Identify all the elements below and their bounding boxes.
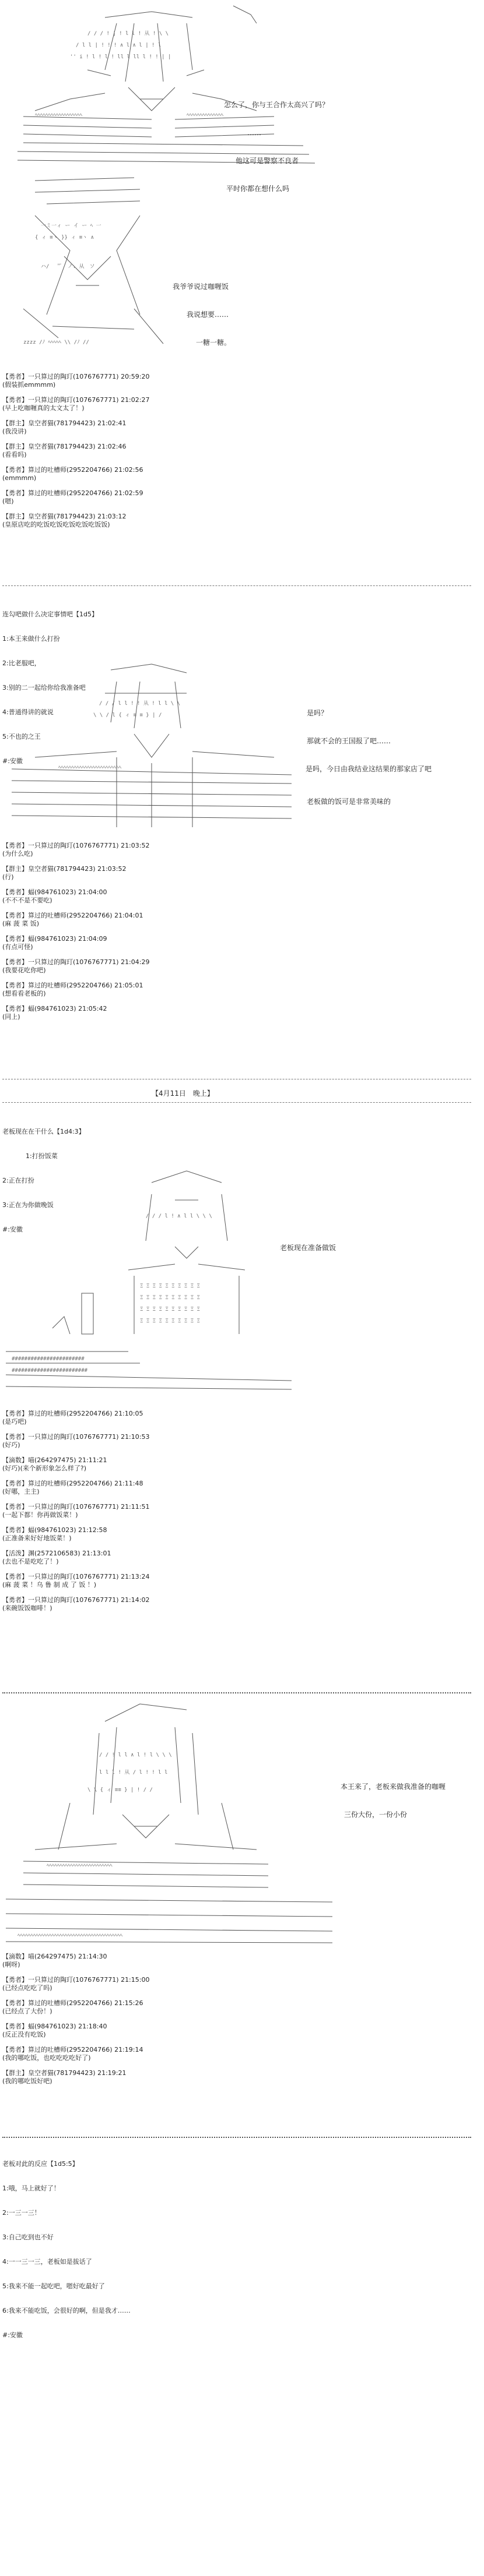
narration-line: 3:正在为你做晚饭: [2, 1201, 54, 1209]
svg-text:一ミ一ィ ー イ ー ﾍ 一: 一ミ一ィ ー イ ー ﾍ 一: [41, 223, 101, 229]
chat-message: (去也不是吃吃了！): [2, 1558, 59, 1565]
svg-text:/ / ! l l ∧ l ! l \ \ \: / / ! l l ∧ l ! l \ \ \: [99, 1752, 172, 1758]
chat-entry: [2, 396, 476, 412]
chat-message: (同上): [2, 1013, 20, 1021]
chat-entry: [2, 1976, 476, 1992]
narration-line: 5:不也的之王: [2, 733, 41, 740]
narration-line: 3:自己吃到也不好: [2, 2233, 54, 2241]
chat-log-1: [2, 373, 476, 536]
chat-entry: [2, 842, 476, 858]
chat-log-4: [2, 1953, 476, 2092]
svg-text:Ξ Ξ Ξ Ξ Ξ Ξ Ξ Ξ Ξ Ξ: Ξ Ξ Ξ Ξ Ξ Ξ Ξ Ξ Ξ Ξ: [140, 1295, 200, 1301]
chat-message: (行): [2, 873, 14, 881]
narration-line: 6:我来不能吃饭，会很好的啊，但是我才……: [2, 2307, 131, 2314]
aa-panel-5: [0, 1698, 484, 1949]
chat-header: 【勇者】一只算过的陶玎(1076767771) 21:10:53: [2, 1433, 150, 1441]
ascii-art-figure-4: [0, 1159, 327, 1398]
speech-line: 我爷爷说过咖喱饭: [173, 283, 229, 291]
divider: [2, 1692, 471, 1693]
narration-line: #:安徽: [2, 2331, 23, 2339]
chat-header: 【勇者】一只算过的陶玎(1076767771) 21:14:02: [2, 1596, 150, 1604]
ascii-art-figure-5: [0, 1698, 338, 1949]
chat-message: (已经点吃吃了吗): [2, 1984, 52, 1992]
chat-entry: [2, 912, 476, 928]
svg-text:ﾍﾍﾍﾍﾍﾍﾍﾍﾍﾍﾍﾍﾍﾍﾍﾍﾍﾍﾍﾍﾍﾍﾍﾍﾍ: ﾍﾍﾍﾍﾍﾍﾍﾍﾍﾍﾍﾍﾍﾍﾍﾍﾍﾍﾍﾍﾍﾍﾍﾍﾍ: [47, 1863, 113, 1869]
chat-message: (我要花吃你吧): [2, 966, 46, 974]
speech-line: 他这可是警察不良者: [236, 157, 299, 165]
chat-header: 【勇者】算过的吐槽师(2952204766) 21:11:48: [2, 1480, 143, 1487]
chat-header: 【勇者】蝠(984761023) 21:05:42: [2, 1005, 107, 1012]
chat-entry: [2, 1596, 476, 1612]
narration-line: 4:普通得讲的就说: [2, 708, 54, 716]
chat-message: (假装抓emmmm): [2, 381, 56, 389]
chat-header: 【勇者】一只算过的陶玎(1076767771) 21:11:51: [2, 1503, 150, 1511]
narration-line: 3:别的二一起给你给我准备吧: [2, 684, 86, 691]
chat-message: (看看吗): [2, 451, 27, 458]
chat-entry: [2, 935, 476, 951]
svg-text:ﾍﾍﾍﾍﾍﾍﾍﾍﾍﾍﾍﾍﾍﾍﾍﾍﾍﾍﾍﾍﾍﾍﾍﾍﾍﾍﾍﾍﾍﾍ: ﾍﾍﾍﾍﾍﾍﾍﾍﾍﾍﾍﾍﾍﾍﾍﾍﾍﾍﾍﾍﾍﾍﾍﾍﾍﾍﾍﾍﾍﾍﾍﾍﾍﾍﾍﾍﾍﾍﾍﾍ: [17, 1933, 123, 1939]
chat-entry: [2, 373, 476, 389]
chat-header: 【群主】皇空者猫(781794423) 21:03:52: [2, 865, 127, 873]
chat-entry: [2, 466, 476, 482]
chat-header: 【滴数】喵(264297475) 21:14:30: [2, 1953, 107, 1960]
chat-entry: [2, 1526, 476, 1543]
chat-header: 【勇者】算过的吐槽师(2952204766) 21:02:59: [2, 489, 143, 497]
chat-header: 【勇者】一只算过的陶玎(1076767771) 21:03:52: [2, 842, 150, 849]
chat-message: (是巧吧): [2, 1418, 27, 1425]
svg-text:/ / / l l ! ! 从 ! l l \ \: / / / l l ! ! 从 ! l l \ \: [99, 701, 181, 707]
chat-entry: [2, 1433, 476, 1449]
narration-line: 2:正在打扮: [2, 1177, 34, 1184]
svg-text:/ / / l ! ∧ l l \ \ \: / / / l ! ∧ l l \ \ \: [146, 1213, 212, 1219]
chat-entry: [2, 982, 476, 998]
chat-entry: [2, 1480, 476, 1496]
chat-entry: [2, 1953, 476, 1969]
svg-text:/ / / ! | ! l l ! 从 ! \ \: / / / ! | ! l l ! 从 ! \ \: [87, 31, 169, 37]
speech-line: ……: [247, 129, 261, 137]
chat-message: (麻 菠 菜 ！乌 鲁 制 成 了 饭 ！): [2, 1581, 97, 1589]
svg-text:ﾍﾍﾍﾍﾍﾍﾍﾍﾍﾍﾍﾍﾍﾍ: ﾍﾍﾍﾍﾍﾍﾍﾍﾍﾍﾍﾍﾍﾍ: [187, 112, 224, 118]
chat-header: 【勇者】算过的吐槽师(2952204766) 21:05:01: [2, 982, 143, 989]
svg-text:########################: ########################: [12, 1368, 88, 1374]
chat-entry: [2, 419, 476, 436]
chat-message: (好哪，主主): [2, 1488, 40, 1495]
ascii-art-figure-3: [0, 658, 303, 833]
svg-text:zzzz /ﾉ ﾍﾍﾍﾍﾍ \\ /ﾉ //: zzzz /ﾉ ﾍﾍﾍﾍﾍ \\ /ﾉ //: [23, 340, 89, 345]
chat-entry: [2, 443, 476, 459]
speech-line: 老板现在准备做饭: [280, 1244, 336, 1252]
chat-entry: [2, 2023, 476, 2039]
speech-bubble: [341, 1763, 446, 1838]
chat-header: 【活泼】渊(2572106583) 21:13:01: [2, 1550, 111, 1557]
chat-message: (一起下都！你再做饭菜！): [2, 1511, 78, 1519]
chat-message: (来碗饭饭咖啡！): [2, 1604, 52, 1612]
chat-header: 【勇者】算过的吐槽师(2952204766) 21:19:14: [2, 2046, 143, 2053]
svg-text:ﾍﾍﾍﾍﾍﾍﾍﾍﾍﾍﾍﾍﾍﾍﾍﾍﾍﾍﾍﾍﾍﾍﾍﾍ: ﾍﾍﾍﾍﾍﾍﾍﾍﾍﾍﾍﾍﾍﾍﾍﾍﾍﾍﾍﾍﾍﾍﾍﾍ: [58, 765, 122, 771]
chat-entry: [2, 1456, 476, 1473]
chat-header: 【勇者】算过的吐槽师(2952204766) 21:04:01: [2, 912, 143, 919]
chat-entry: [2, 1550, 476, 1566]
chat-header: 【勇者】一只算过的陶玎(1076767771) 20:59:20: [2, 373, 150, 380]
chat-message: (啊呀): [2, 1961, 20, 1968]
svg-text:ﾍﾍﾍﾍﾍﾍﾍﾍﾍﾍﾍﾍﾍﾍﾍﾍﾍﾍ: ﾍﾍﾍﾍﾍﾍﾍﾍﾍﾍﾍﾍﾍﾍﾍﾍﾍﾍ: [35, 112, 83, 118]
chat-header: 【勇者】一只算过的陶玎(1076767771) 21:04:29: [2, 958, 150, 966]
chat-entry: [2, 1573, 476, 1589]
narration-line: 5:我来不能一起吃吧，嗯好吃最好了: [2, 2282, 105, 2290]
chat-entry: [2, 513, 476, 529]
divider: [2, 2137, 471, 2138]
svg-text:'' i ! l ! l ! ll l ll l ! ! |: '' i ! l ! l ! ll l ll l ! ! | |: [70, 54, 171, 60]
chat-entry: [2, 865, 476, 881]
narration-line: 老板对此的反应【1d5:5】: [2, 2160, 79, 2168]
speech-line: 三份大份，一份小份: [344, 1811, 408, 1819]
chat-message: (反正没有吃饭): [2, 2031, 46, 2038]
chat-entry: [2, 2046, 476, 2062]
chat-entry: [2, 1410, 476, 1426]
chat-log-3: [2, 1410, 476, 1619]
chat-header: 【群主】皇空者猫(781794423) 21:02:46: [2, 443, 127, 450]
svg-text:Ξ Ξ Ξ Ξ Ξ Ξ Ξ Ξ Ξ Ξ: Ξ Ξ Ξ Ξ Ξ Ξ Ξ Ξ Ξ Ξ: [140, 1318, 200, 1324]
chat-entry: [2, 1999, 476, 2016]
chat-message: (好巧): [2, 1441, 20, 1449]
chat-header: 【勇者】一只算过的陶玎(1076767771) 21:02:27: [2, 396, 150, 404]
divider: [2, 585, 471, 586]
speech-line: 我说想要……: [187, 310, 229, 319]
chat-header: 【勇者】蝠(984761023) 21:04:00: [2, 888, 107, 896]
narration-line: 2:一三一三！: [2, 2209, 41, 2217]
svg-text:Ξ Ξ Ξ Ξ Ξ Ξ Ξ Ξ Ξ Ξ: Ξ Ξ Ξ Ξ Ξ Ξ Ξ Ξ Ξ Ξ: [140, 1307, 200, 1312]
chat-entry: [2, 489, 476, 506]
chat-entry: [2, 958, 476, 975]
speech-line: 一糖一糖。: [196, 338, 232, 347]
chat-header: 【勇者】一只算过的陶玎(1076767771) 21:13:24: [2, 1573, 150, 1580]
narration-line: #:安徽: [2, 1226, 23, 1233]
chat-message: (我没讲): [2, 428, 27, 435]
narration-block-3: [2, 2144, 131, 2348]
chat-header: 【群主】皇空者猫(781794423) 21:02:41: [2, 419, 127, 427]
svg-text:\ \ / l { ィ ≡ ≡ } | /: \ \ / l { ィ ≡ ≡ } | /: [93, 712, 162, 718]
divider: [2, 1102, 471, 1103]
speech-line: 是吗，今日由我结业这结果的那家店了吧: [306, 765, 432, 773]
chat-message: (不不不是不要吃): [2, 897, 52, 904]
svg-text:\ \ { ィ ≡≡ } | ! / /: \ \ { ィ ≡≡ } | ! / /: [87, 1787, 153, 1793]
chat-header: 【滴数】喵(264297475) 21:11:21: [2, 1456, 107, 1464]
narration-line: 1:本王来做什么打扮: [2, 635, 60, 643]
speech-line: 平时你都在想什么吗: [226, 185, 290, 193]
speech-line: 老板做的饭可是非常美味的: [307, 797, 391, 806]
chat-message: (早上吃咖喱真的太文太了！): [2, 404, 85, 412]
svg-text:{ ィ ≡ヽ }} ィ ≡ヽ ∧: { ィ ≡ヽ }} ィ ≡ヽ ∧: [35, 235, 94, 241]
chat-entry: [2, 1005, 476, 1021]
narration-line: 1:哦，马上就好了！: [2, 2185, 60, 2192]
chat-entry: [2, 1503, 476, 1519]
chat-message: (麻 菠 菜 饭): [2, 920, 40, 927]
chat-header: 【群主】皇空者猫(781794423) 21:19:21: [2, 2069, 127, 2077]
chat-message: (嗯): [2, 497, 14, 505]
chat-entry: [2, 2069, 476, 2085]
chat-header: 【勇者】算过的吐槽师(2952204766) 21:10:05: [2, 1410, 143, 1417]
chat-header: 【勇者】蝠(984761023) 21:12:58: [2, 1526, 107, 1534]
chat-entry: [2, 888, 476, 905]
narration-line: 老板现在在干什么【1d4:3】: [2, 1128, 85, 1135]
chat-header: 【勇者】算过的吐槽师(2952204766) 21:02:56: [2, 466, 143, 474]
aa-panel-3: [0, 658, 484, 833]
svg-text:ハ/ "ﾞ ノ. 从 ソ: ハ/ "ﾞ ノ. 从 ソ: [41, 264, 95, 270]
chat-message: (想看看老板的): [2, 990, 46, 997]
aa-panel-1: [0, 0, 484, 193]
speech-bubble: [280, 1225, 336, 1271]
date-heading: 【4月11日 晚上】: [152, 1089, 214, 1098]
aa-panel-2: [0, 169, 484, 361]
chat-message: (正准备来好好地饭菜！): [2, 1534, 72, 1542]
chat-header: 【勇者】一只算过的陶玎(1076767771) 21:15:00: [2, 1976, 150, 1984]
chat-message: (我的哪吃饭，也吃吃吃吃好了): [2, 2054, 91, 2062]
svg-text:/ l l | ! ! ! ∧ l ∧ l | ! l: / l l | ! ! ! ∧ l ∧ l | ! l: [76, 43, 162, 48]
narration-line: 4:一一三一三，老板如是拔话了: [2, 2258, 92, 2266]
narration-line: 连勾吧做什么决定事情吧【1d5】: [2, 611, 98, 618]
narration-line: 1:打扮饭菜: [26, 1152, 58, 1160]
chat-message: (好巧)(来个新形象怎么样了?): [2, 1465, 87, 1472]
speech-line: 本王来了，老板来做我准备的咖喱: [341, 1783, 446, 1791]
narration-line: 2:比老服吧，: [2, 659, 41, 667]
chat-message: (皇原店吃的吃饭吃饭吃饭吃饭吃饭饭): [2, 521, 110, 528]
chat-header: 【群主】皇空者猫(781794423) 21:03:12: [2, 513, 127, 520]
speech-bubble: [173, 263, 231, 366]
speech-line: 是吗？: [307, 709, 328, 717]
svg-text:#######################: #######################: [12, 1356, 85, 1362]
speech-line: 怎么了，你与王合作太高兴了吗？: [224, 101, 329, 109]
chat-message: (为什么吃): [2, 850, 33, 858]
chat-header: 【勇者】算过的吐槽师(2952204766) 21:15:26: [2, 1999, 143, 2007]
chat-header: 【勇者】蝠(984761023) 21:18:40: [2, 2023, 107, 2030]
chat-header: 【勇者】蝠(984761023) 21:04:09: [2, 935, 107, 943]
svg-text:l l l ! 从 / l ! ! l l: l l l ! 从 / l ! ! l l: [99, 1770, 168, 1776]
narration-line: #:安徽: [2, 757, 23, 765]
speech-bubble: [307, 690, 432, 825]
chat-log-2: [2, 842, 476, 1028]
chat-message: (emmmm): [2, 474, 37, 482]
speech-line: 那就不会的王国报了吧……: [307, 737, 391, 745]
chat-message: (已经点了大份！): [2, 2007, 52, 2015]
svg-text:Ξ Ξ Ξ Ξ Ξ Ξ Ξ Ξ Ξ Ξ: Ξ Ξ Ξ Ξ Ξ Ξ Ξ Ξ Ξ Ξ: [140, 1283, 200, 1289]
chat-message: (我的哪吃饭好吧): [2, 2077, 52, 2085]
chat-message: (有点可怪): [2, 943, 33, 951]
aa-panel-4: [0, 1159, 484, 1404]
